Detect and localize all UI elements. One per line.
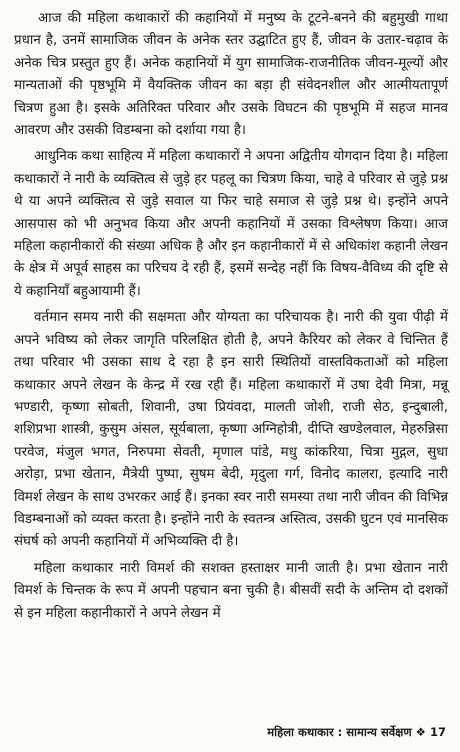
book-page xyxy=(14,8,448,744)
page-number: 17 xyxy=(429,725,446,739)
footer-ornament: ❖ xyxy=(415,725,426,739)
footer-title: महिला कथाकार : सामान्य सर्वेक्षण xyxy=(267,725,412,739)
paragraph-1: आज की महिला कथाकारों की कहानियों में मनुष्य के टूटने-बनने की बहुमुखी गाथा प्रधान है, उनमें सामाजिक जीवन के अनेक स्तर उद्घाटित हुए हैं, जीवन के उतार-चढ़ाव के अनेक चित्र प्रस्तुत हुए हैं। अनेक कहानियों में युग सामाजिक-राजनीतिक जीवन-मूल्यों और मान्यताओं की पृष्ठभूमि में वैयक्तिक जीवन का बड़ा ही संवेदनशील और आत्मीयतापूर्ण चित्रण हुआ है। इसके अतिरिक्त परिवार और उसके विघटन की पृष्ठभूमि में सहज मानव आवरण और उसकी विडम्बना को दर्शाया गया है। xyxy=(14,11,448,139)
paragraph-4: महिला कथाकार नारी विमर्श की सशक्त हस्ताक्षर मानी जाती है। प्रभा खेतान नारी विमर्श के चिन्तक के रूप में अपनी पहचान बना चुकी है। बीसवीं सदी के अन्तिम दो दशकों से इन महिला कहानीकारों ने अपने लेखन में xyxy=(14,560,448,621)
paragraph-2: आधुनिक कथा साहित्य में महिला कथाकारों ने अपना अद्वितीय योगदान दिया है। महिला कथाकारों ने नारी के व्यक्तित्व से जुड़े हर पहलू का चित्रण किया, चाहे वे परिवार से जुड़े प्रश्न थे या अपने व्यक्तित्व से जुड़े सवाल या फिर चाहे समाज से जुड़े प्रश्न थे। इन्होंने अपने आसपास को भी अनुभव किया और अपनी कहानियों में उसका विश्लेषण किया। आज महिला कहानीकारों की संख्या अधिक है और इन कहानीकारों में से अधिकांश कहानी लेखन के क्षेत्र में अपूर्व साहस का परिचय दे रही हैं, इसमें सन्देह नहीं कि विषय-वैविध्य की दृष्टि से ये कहानियाँ बहुआयामी हैं। xyxy=(14,149,448,299)
running-footer xyxy=(14,725,446,740)
paragraph-3: वर्तमान समय नारी की सक्षमता और योग्यता का परिचायक है। नारी की युवा पीढ़ी में अपने भविष्य को लेकर जागृति परिलक्षित होती है, अपने कैरियर को लेकर वे चिन्तित हैं तथा परिवार भी उसका साथ दे रहा है इन सारी स्थितियों वास्तविकताओं को महिला कथाकार अपने लेखन के केन्द्र में रख रही हैं। महिला कथाकारों में उषा देवी मित्रा, मन्नू भण्डारी, कृष्णा सोबती, शिवानी, उषा प्रियंवदा, मालती जोशी, राजी सेठ, इन्दुबाली, शशिप्रभा शास्त्री, कुसुम अंसल, सूर्यबाला, कृष्णा अग्निहोत्री, दीप्ति खण्डेलवाल, मेहरुन्निसा परवेज, मंजुल भगत, निरुपमा सेवती, मृणाल पांडे, मधु कांकरिया, चित्रा मुद्गल, सुधा अरोड़ा, प्रभा खेतान, मैत्रेयी पुष्पा, सुषम बेदी, मृदुला गर्ग, विनोद कालरा, इत्यादि नारी विमर्श लेखन के साथ उभरकर आई हैं। इनका स्वर नारी समस्या तथा नारी जीवन की विभिन्न विडम्बनाओं को व्यक्त करता है। इन्होंने नारी के स्वतन्त्र अस्तित्व, उसकी घुटन एवं मानसिक संघर्ष को अपनी कहानियों में अभिव्यक्ति दी है। xyxy=(14,310,448,550)
